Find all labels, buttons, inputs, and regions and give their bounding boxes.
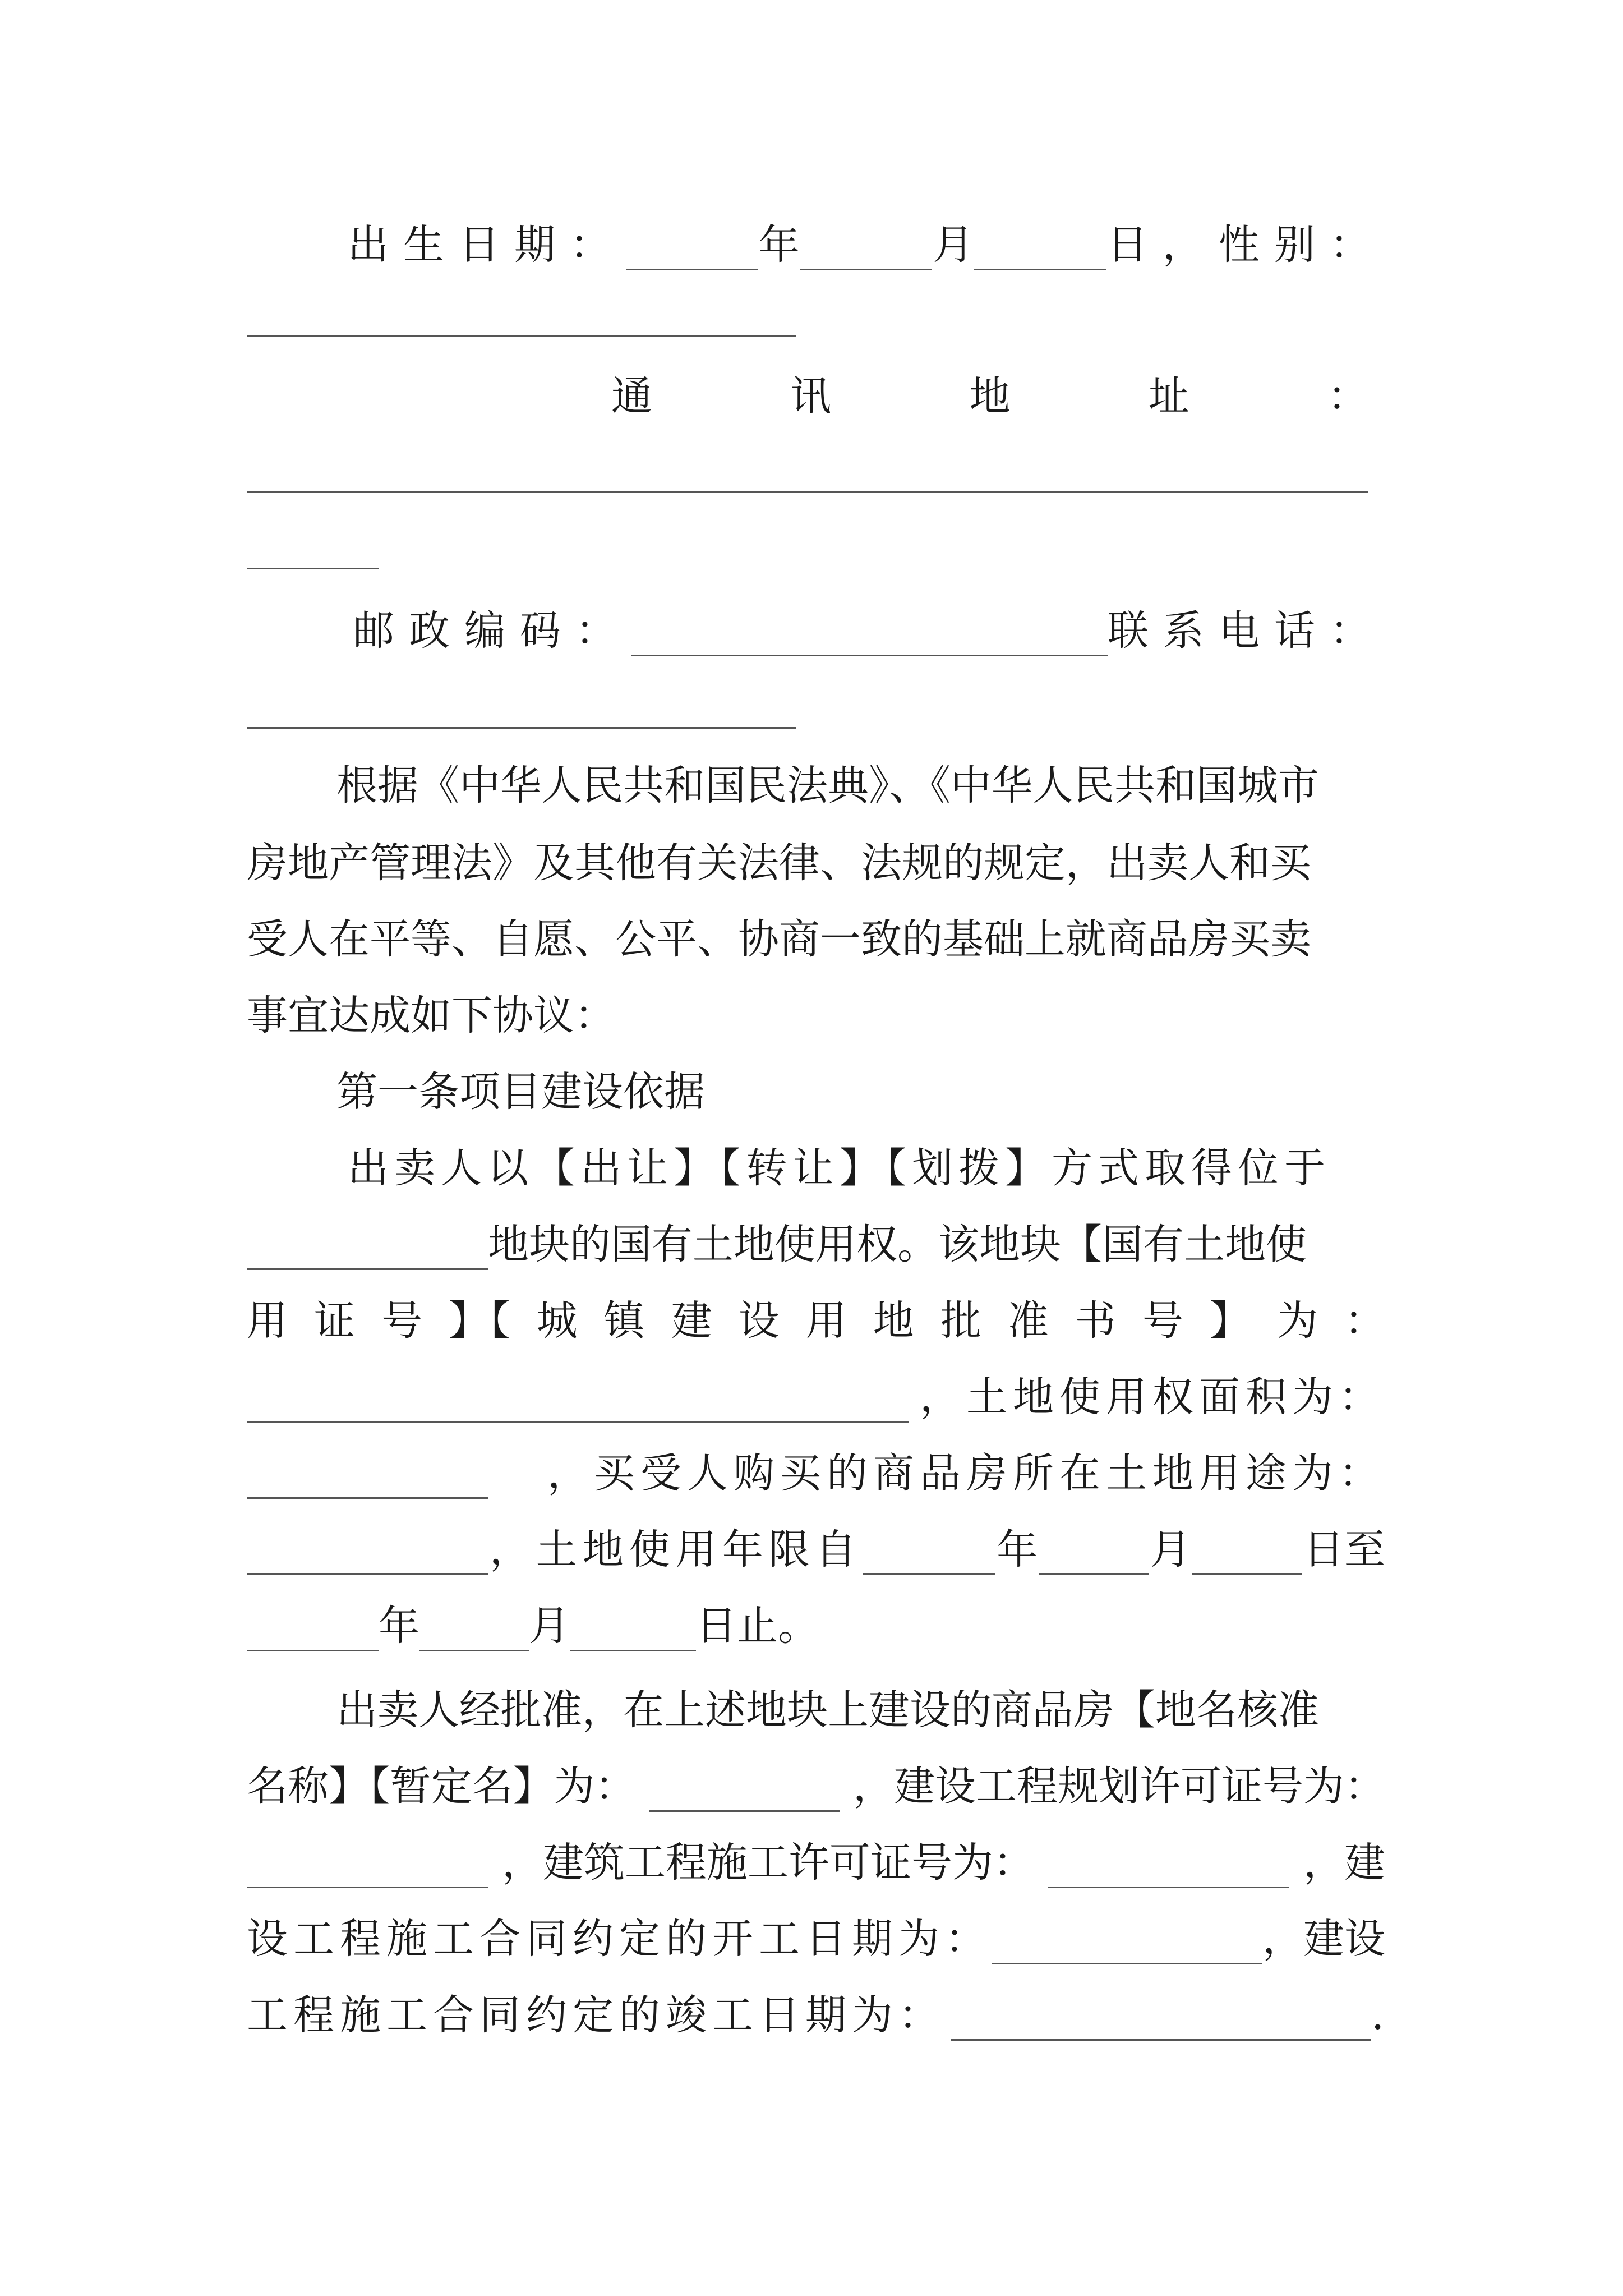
article1-text: ，土地使用年限自 <box>489 1526 862 1573</box>
start-date-blank[interactable] <box>992 1915 1262 1964</box>
article1-char: 用 <box>247 1297 288 1345</box>
article1-line2 <box>247 1203 1385 1287</box>
day-end-label: 日止。 <box>696 1602 819 1650</box>
article1-line1 <box>247 1126 1385 1211</box>
month-label: 月 <box>529 1602 570 1650</box>
article1-char: 】【 <box>449 1297 510 1345</box>
para2-text: 设工程施工合同约定的开工日期为： <box>247 1915 992 1963</box>
month-label: 月 <box>1150 1526 1191 1573</box>
certificate-number-blank[interactable] <box>247 1373 909 1423</box>
article1-char: 书 <box>1075 1297 1116 1345</box>
address-blank[interactable] <box>247 491 1368 493</box>
article1-text: ，买受人购买的商品房所在土地用途为： <box>547 1450 1385 1497</box>
end-month-blank[interactable] <box>419 1602 529 1651</box>
para2-text: 工程施工合同约定的竣工日期为： <box>247 1991 945 2039</box>
birth-year-blank[interactable] <box>626 220 758 270</box>
construction-permit-blank[interactable] <box>1048 1838 1289 1888</box>
address-char: 址 <box>1148 372 1189 420</box>
project-name-blank[interactable] <box>649 1762 840 1812</box>
article-title-text: 第一条项目建设依据 <box>336 1068 705 1116</box>
article1-char: 证 <box>314 1297 356 1345</box>
article1-line3 <box>247 1279 1385 1363</box>
para2-text: 名称】【暂定名】为： <box>247 1763 636 1810</box>
article1-char: 号 <box>1142 1297 1183 1345</box>
para1-text: 受人在平等、自愿、公平、协商一致的基础上就商品房买卖 <box>247 915 1311 963</box>
gender-label: 性别： <box>1218 221 1385 269</box>
article1-char: 号 <box>381 1297 423 1345</box>
article1-text: ，土地使用权面积为： <box>920 1373 1385 1421</box>
para2-text: ，建 <box>1303 1839 1385 1887</box>
day-label: 日， <box>1106 221 1218 269</box>
month-label: 月 <box>933 221 974 269</box>
article1-char: 镇 <box>603 1297 645 1345</box>
address-line <box>247 355 1385 439</box>
land-use-blank[interactable] <box>247 1525 488 1575</box>
start-month-blank[interactable] <box>1039 1525 1149 1575</box>
land-area-blank[interactable] <box>247 1449 488 1499</box>
address-char: 讯 <box>790 372 832 420</box>
para2-text: . <box>1371 1991 1385 2039</box>
day-to-label: 日至 <box>1303 1526 1385 1573</box>
para1-text: 根据《中华人民共和国民法典》、《中华人民共和国城市 <box>336 762 1319 809</box>
address-blank-cont[interactable] <box>247 568 379 569</box>
article1-char: 】 <box>1209 1297 1251 1345</box>
planning-permit-blank[interactable] <box>247 1838 488 1888</box>
article1-line5 <box>247 1432 1385 1516</box>
end-year-blank[interactable] <box>247 1602 379 1651</box>
para1-line <box>247 821 1385 905</box>
para1-text: 房地产管理法》及其他有关法律、法规的规定，出卖人和买 <box>247 839 1311 887</box>
birth-day-blank[interactable] <box>974 220 1106 270</box>
article1-char: 设 <box>738 1297 780 1345</box>
end-day-blank[interactable] <box>570 1602 696 1651</box>
completion-date-blank[interactable] <box>951 1991 1371 2041</box>
article1-char: 用 <box>805 1297 847 1345</box>
plot-location-blank[interactable] <box>247 1220 488 1270</box>
year-label: 年 <box>758 221 800 269</box>
para2-line2 <box>247 1745 1385 1829</box>
para2-line4 <box>247 1897 1385 1981</box>
para2-text: ，建设工程规划许可证号为： <box>853 1763 1385 1810</box>
article-title <box>247 1050 1385 1134</box>
para1-line <box>247 974 1385 1058</box>
para1-line <box>247 744 1385 828</box>
address-char: ： <box>1327 372 1368 420</box>
para2-text: 出卖人经批准，在上述地块上建设的商品房【地名核准 <box>336 1686 1319 1734</box>
article1-char: 建 <box>671 1297 712 1345</box>
article1-char: 准 <box>1007 1297 1049 1345</box>
year-label: 年 <box>379 1602 419 1650</box>
postal-blank[interactable] <box>631 606 1108 656</box>
article1-char: 为 <box>1276 1297 1318 1345</box>
phone-blank[interactable] <box>247 727 796 729</box>
birth-month-blank[interactable] <box>800 220 932 270</box>
birth-date-line <box>247 203 1385 287</box>
address-char: 地 <box>969 372 1011 420</box>
address-char: 通 <box>611 372 652 420</box>
start-day-blank[interactable] <box>1192 1525 1302 1575</box>
phone-label: 联系电话： <box>1108 607 1385 655</box>
birth-date-label: 出生日期： <box>348 221 625 269</box>
year-label: 年 <box>997 1526 1038 1573</box>
para2-text: ，建设 <box>1262 1915 1385 1963</box>
postal-phone-line <box>247 589 1385 673</box>
article1-char: 城 <box>536 1297 578 1345</box>
article1-text: 出卖人以【出让】【转让】【划拨】方式取得位于 <box>348 1144 1331 1192</box>
article1-char: 批 <box>940 1297 981 1345</box>
para2-line1 <box>247 1668 1385 1752</box>
para2-line5 <box>247 1973 1385 2058</box>
article1-text: 地块的国有土地使用权。该地块【国有土地使 <box>488 1221 1307 1268</box>
gender-blank[interactable] <box>247 335 796 337</box>
postal-label: 邮政编码： <box>353 607 631 655</box>
article1-line7 <box>247 1584 1385 1668</box>
para1-text: 事宜达成如下协议： <box>247 992 615 1039</box>
article1-line6 <box>247 1508 1385 1592</box>
para1-line <box>247 898 1385 982</box>
article1-char: ： <box>1344 1297 1385 1345</box>
para2-text: ，建筑工程施工许可证号为： <box>502 1839 1034 1887</box>
para2-line3 <box>247 1821 1385 1905</box>
article1-line4 <box>247 1355 1385 1439</box>
start-year-blank[interactable] <box>863 1525 995 1575</box>
article1-char: 地 <box>873 1297 914 1345</box>
